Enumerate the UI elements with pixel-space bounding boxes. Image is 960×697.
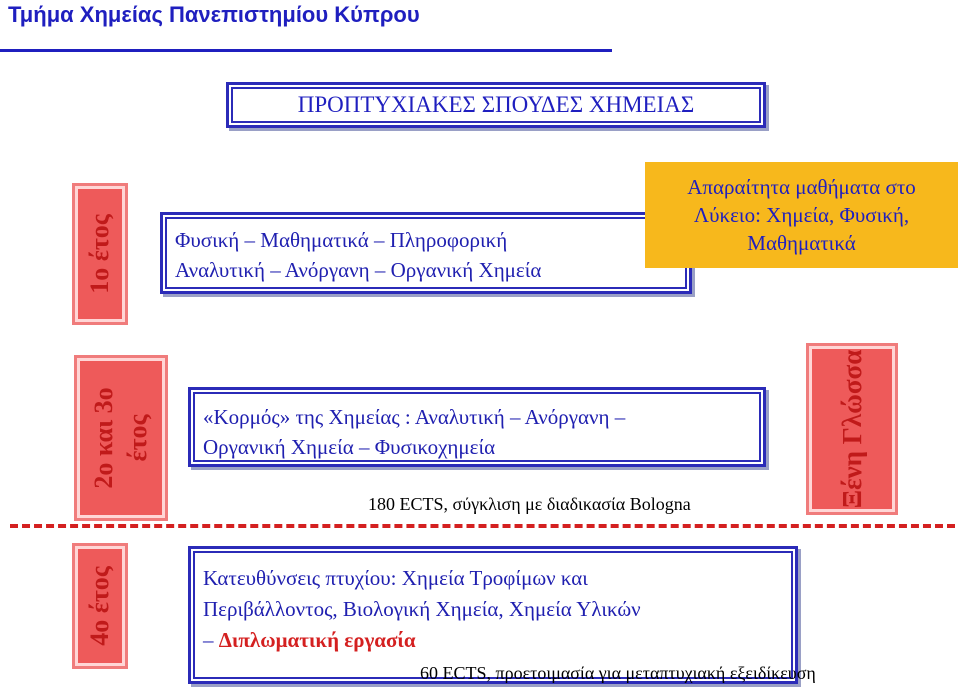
year23-label-box <box>74 355 168 521</box>
specializations-line3 <box>203 625 795 656</box>
core-courses-line2: Οργανική Χημεία – Φυσικοχημεία <box>203 435 496 459</box>
specializations-line2: Περιβάλλοντος, Βιολογική Χημεία, Χημεία Υλικών <box>203 597 641 621</box>
ects-60-note: 60 ECTS, προετοιμασία για μεταπτυχιακή εξειδίκευση <box>420 663 816 683</box>
main-title: ΠΡΟΠΤΥΧΙΑΚΕΣ ΣΠΟΥΔΕΣ ΧΗΜΕΙΑΣ <box>297 92 695 117</box>
year1-courses-box <box>160 212 692 294</box>
year1-courses-line2: Αναλυτική – Ανόργανη – Οργανική Χημεία <box>175 258 542 282</box>
foreign-language-box <box>806 343 898 515</box>
year23-label-line1: 2ο και 3ο <box>89 387 118 489</box>
prerequisites-line1: Απαραίτητα μαθήματα στο <box>687 175 916 199</box>
year1-label: 1ο έτος <box>85 214 114 294</box>
dashed-separator <box>10 524 955 528</box>
year23-label <box>87 387 155 488</box>
year1-label-box <box>72 183 128 325</box>
prerequisites-line2: Λύκειο: Χημεία, Φυσική, <box>693 203 910 227</box>
header-divider <box>0 49 612 52</box>
main-title-box <box>226 82 766 128</box>
ects-180-note: 180 ECTS, σύγκλιση με διαδικασία Bologna <box>368 494 691 514</box>
prerequisites-line3: Μαθηματικά <box>747 231 856 255</box>
foreign-language-line1: Ξένη <box>837 451 867 509</box>
thesis-dash: – <box>203 628 219 652</box>
foreign-language-label <box>834 350 870 509</box>
specializations-line1: Κατευθύνσεις πτυχίου: Χημεία Τροφίμων και <box>203 566 588 590</box>
prerequisites-box <box>645 162 958 268</box>
year4-label: 4ο έτος <box>85 566 114 646</box>
year23-label-line2: έτος <box>123 414 152 462</box>
page-header-title: Τμήμα Χημείας Πανεπιστημίου Κύπρου <box>8 2 420 27</box>
thesis-label: Διπλωματική εργασία <box>218 628 416 652</box>
core-courses-box <box>188 387 766 467</box>
foreign-language-line2: Γλώσσα <box>837 349 867 445</box>
year1-courses-line1: Φυσική – Μαθηματικά – Πληροφορική <box>175 228 508 252</box>
year4-label-box <box>72 543 128 669</box>
core-courses-line1: «Κορμός» της Χημείας : Αναλυτική – Ανόργανη – <box>203 405 626 429</box>
